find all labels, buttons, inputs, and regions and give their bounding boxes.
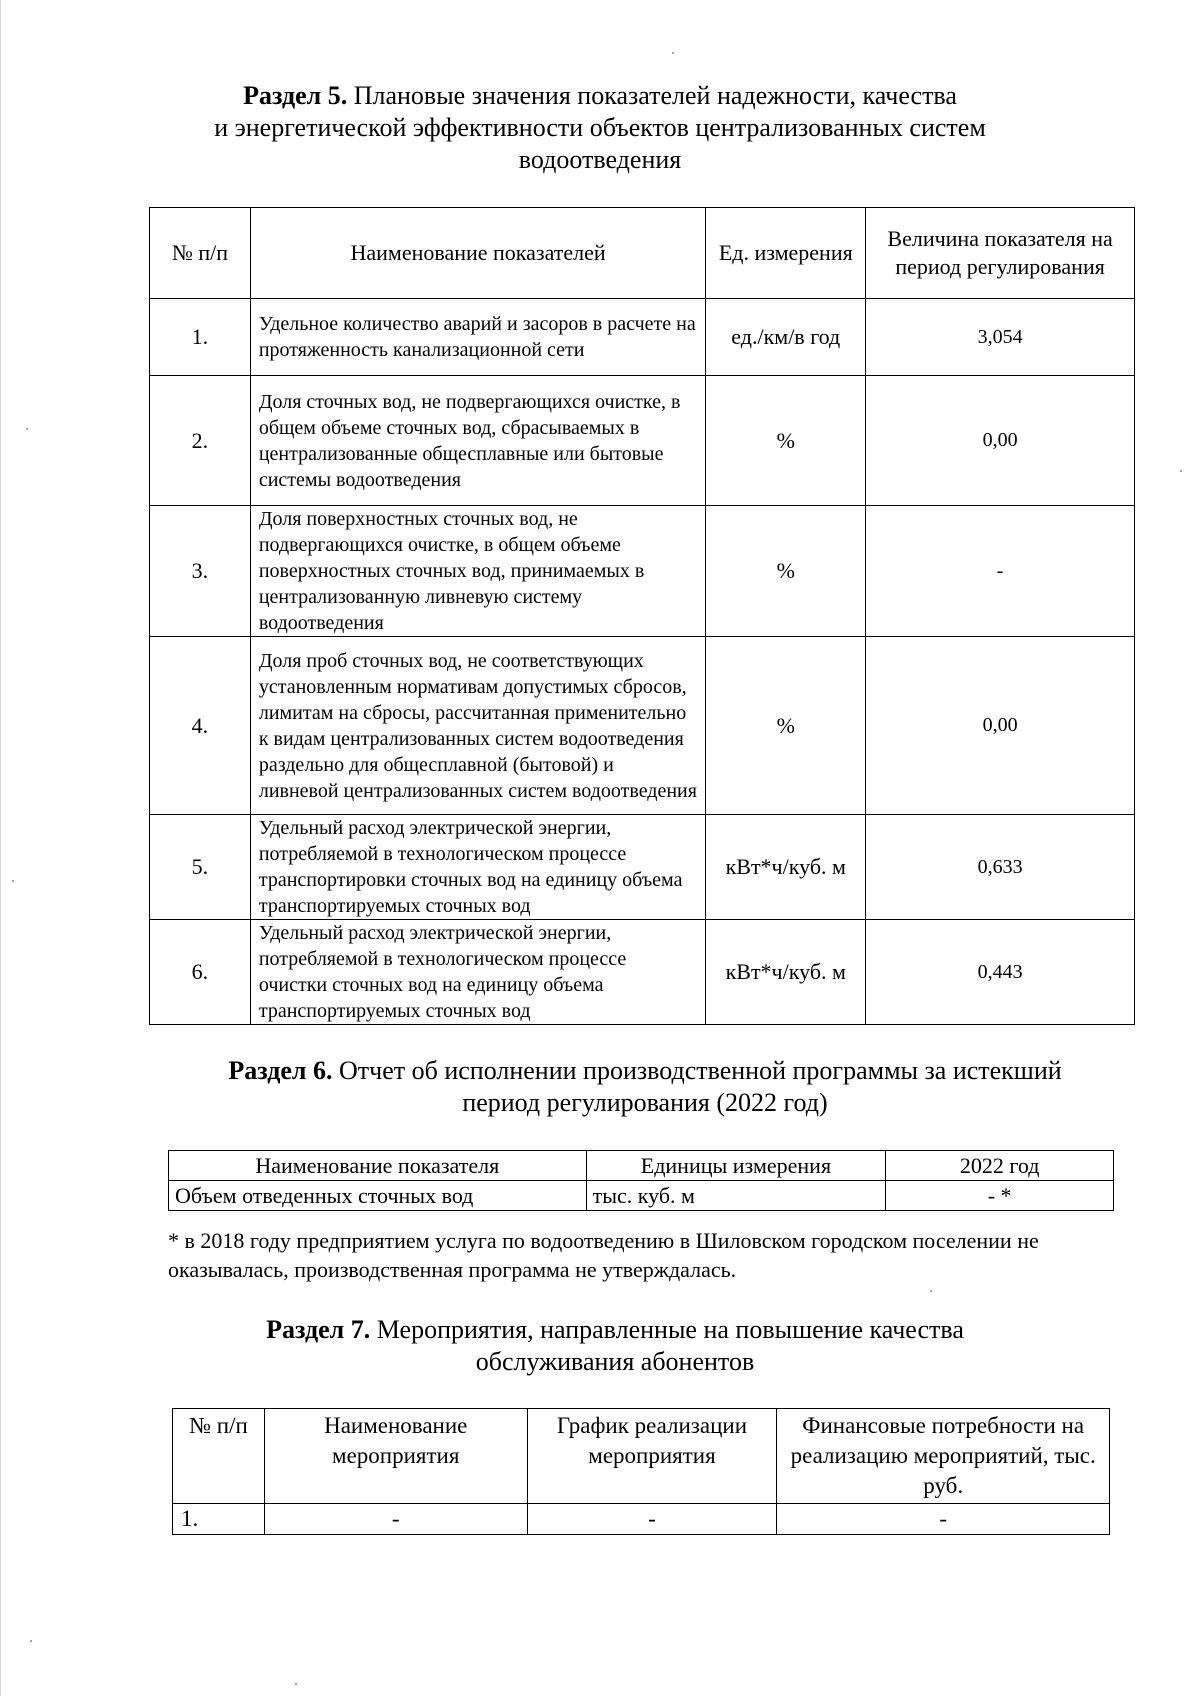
- row-value: -: [866, 506, 1135, 637]
- row-unit: %: [706, 506, 866, 637]
- table-header-row: [150, 208, 1135, 299]
- section7-heading: [150, 1314, 1080, 1378]
- table-header-row: [173, 1409, 1110, 1504]
- section7-title-part2: обслуживания абонентов: [475, 1347, 755, 1376]
- indicators-table: [149, 207, 1135, 1025]
- report-table: [168, 1150, 1114, 1211]
- row-name: Объем отведенных сточных вод: [169, 1181, 587, 1211]
- header-schedule: График реализации мероприятия: [527, 1409, 777, 1504]
- row-unit: кВт*ч/куб. м: [706, 920, 866, 1025]
- row-name: -: [264, 1504, 527, 1535]
- row-num: 5.: [150, 815, 251, 920]
- measures-table: [172, 1408, 1110, 1535]
- row-value: 0,00: [866, 376, 1135, 506]
- row-value: 0,633: [866, 815, 1135, 920]
- header-year: 2022 год: [886, 1151, 1114, 1181]
- section7-title-part1: Мероприятия, направленные на повышение качества: [370, 1315, 964, 1344]
- row-num: 2.: [150, 376, 251, 506]
- table-row: [173, 1504, 1110, 1535]
- header-num: № п/п: [150, 208, 251, 299]
- row-num: 6.: [150, 920, 251, 1025]
- row-num: 3.: [150, 506, 251, 637]
- header-measure: Наименование мероприятия: [264, 1409, 527, 1504]
- scan-speck: [30, 1640, 32, 1642]
- section7-heading-line1: [150, 1314, 1080, 1346]
- table-header-row: [169, 1151, 1114, 1181]
- row-schedule: -: [527, 1504, 777, 1535]
- row-value: 3,054: [866, 299, 1135, 376]
- section6-heading: [150, 1055, 1140, 1119]
- table-row: [150, 506, 1135, 637]
- row-value: 0,00: [866, 637, 1135, 815]
- header-indicator: Наименование показателя: [169, 1151, 587, 1181]
- section5-title-part2: и энергетической эффективности объектов централизованных систем: [214, 113, 986, 142]
- scan-speck: [1180, 470, 1182, 472]
- row-num: 1.: [173, 1504, 265, 1535]
- table-row: [169, 1181, 1114, 1211]
- row-unit: кВт*ч/куб. м: [706, 815, 866, 920]
- table-row: [150, 637, 1135, 815]
- row-value: - *: [886, 1181, 1114, 1211]
- section6-title-part2: период регулирования (2022 год): [462, 1088, 828, 1117]
- row-name: Удельный расход электрической энергии, потребляемой в технологическом процессе очистки сточных вод на единицу объема транспортируемых сточных вод: [250, 920, 705, 1025]
- scan-speck: [295, 1683, 297, 1685]
- scan-speck: [672, 52, 674, 54]
- section7-label: Раздел 7.: [266, 1315, 371, 1344]
- row-name: Доля поверхностных сточных вод, не подвергающихся очистке, в общем объеме поверхностных сточных вод, принимаемых в централизованную ливневую систему водоотведения: [250, 506, 705, 637]
- scan-speck: [12, 880, 14, 882]
- row-name: Доля проб сточных вод, не соответствующих установленным нормативам допустимых сбросов, лимитам на сбросы, рассчитанная применительно к видам централизованных систем водоотведения раздельно для общесплавной (бытовой) и ливневой централизованных систем водоотведения: [250, 637, 705, 815]
- header-name: Наименование показателей: [250, 208, 705, 299]
- table-row: [150, 920, 1135, 1025]
- row-unit: ед./км/в год: [706, 299, 866, 376]
- table-row: [150, 815, 1135, 920]
- row-name: Доля сточных вод, не подвергающихся очистке, в общем объеме сточных вод, сбрасываемых в централизованные общесплавные или бытовые системы водоотведения: [250, 376, 705, 506]
- row-unit: %: [706, 637, 866, 815]
- scan-speck: [930, 1290, 932, 1292]
- section6-label: Раздел 6.: [228, 1056, 333, 1085]
- scan-speck: [26, 428, 28, 430]
- header-unit: Ед. измерения: [706, 208, 866, 299]
- row-finance: -: [777, 1504, 1110, 1535]
- row-name: Удельное количество аварий и засоров в расчете на протяженность канализационной сети: [250, 299, 705, 376]
- table-row: [150, 376, 1135, 506]
- header-units: Единицы измерения: [586, 1151, 886, 1181]
- section6-title-part1: Отчет об исполнении производственной программы за истекший: [332, 1056, 1062, 1085]
- table-row: [150, 299, 1135, 376]
- row-value: 0,443: [866, 920, 1135, 1025]
- section5-title-part3: водоотведения: [518, 145, 682, 174]
- footnote: * в 2018 году предприятием услуга по водоотведению в Шиловском городском поселении не оказывалась, производственная программа не утверждалась.: [168, 1228, 1039, 1282]
- section6-heading-line1: [150, 1055, 1140, 1087]
- scan-edge: [0, 0, 1, 1696]
- row-name: Удельный расход электрической энергии, потребляемой в технологическом процессе транспортировки сточных вод на единицу объема транспортируемых сточных вод: [250, 815, 705, 920]
- header-num: № п/п: [173, 1409, 265, 1504]
- section5-title-part1: Плановые значения показателей надежности, качества: [347, 81, 957, 110]
- header-finance: Финансовые потребности на реализацию мероприятий, тыс. руб.: [777, 1409, 1110, 1504]
- header-value: Величина показателя на период регулирования: [866, 208, 1135, 299]
- row-num: 1.: [150, 299, 251, 376]
- section5-heading-line1: [150, 80, 1050, 112]
- row-unit: %: [706, 376, 866, 506]
- section5-heading: [150, 80, 1050, 176]
- row-unit: тыс. куб. м: [586, 1181, 886, 1211]
- row-num: 4.: [150, 637, 251, 815]
- section5-label: Раздел 5.: [243, 81, 348, 110]
